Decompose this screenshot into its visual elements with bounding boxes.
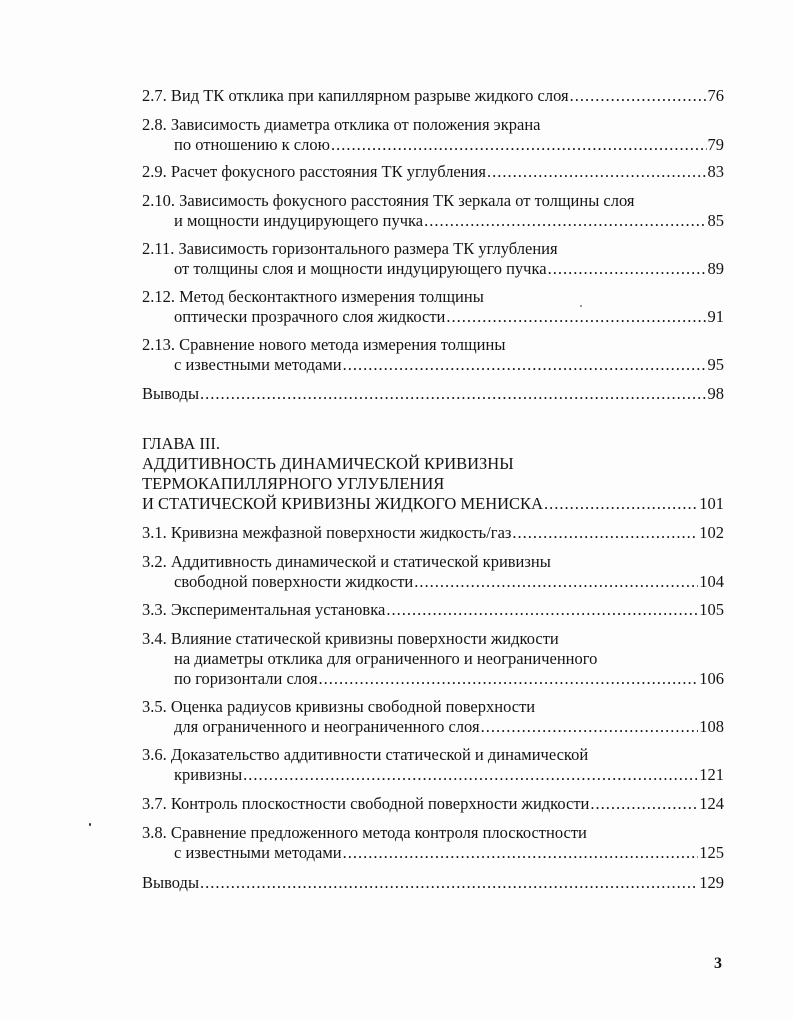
toc-entry-title: 2.13. Сравнение нового метода измерения толщины — [142, 335, 506, 354]
leader-dots — [570, 86, 707, 106]
toc-page-number: 89 — [707, 259, 724, 278]
scan-speck — [89, 823, 91, 826]
leader-dots — [548, 259, 707, 279]
toc-entry-2-9 — [142, 162, 724, 182]
leader-dots — [386, 600, 698, 620]
leader-dots — [243, 765, 698, 785]
chapter-title-line: И СТАТИЧЕСКОЙ КРИВИЗНЫ ЖИДКОГО МЕНИСКА — [142, 494, 543, 513]
toc-entry-title: 3.4. Влияние статической кривизны поверхности жидкости — [142, 629, 559, 648]
toc-page-number: 125 — [699, 843, 724, 862]
toc-entry-title: 2.8. Зависимость диаметра отклика от положения экрана — [142, 115, 541, 134]
leader-dots — [481, 717, 699, 737]
toc-entry-2-13 — [142, 335, 724, 375]
toc-entry-title: 2.9. Расчет фокусного расстояния ТК углубления — [142, 162, 486, 181]
leader-dots — [414, 572, 698, 592]
toc-page-number: 85 — [707, 211, 724, 230]
toc-entry-title: 2.11. Зависимость горизонтального размера ТК углубления — [142, 239, 558, 258]
toc-entry-title-cont: с известными методами — [174, 355, 342, 374]
toc-entry-3-7 — [142, 794, 724, 814]
toc-entry-2-10 — [142, 191, 724, 231]
leader-dots — [487, 162, 707, 182]
leader-dots — [200, 384, 706, 404]
toc-entry-2-12 — [142, 287, 724, 327]
chapter-label: ГЛАВА III. — [142, 434, 221, 453]
toc-entry-title: 3.8. Сравнение предложенного метода контроля плоскостности — [142, 823, 587, 842]
toc-page-number: 95 — [707, 355, 724, 374]
chapter-3-heading — [142, 434, 724, 514]
toc-entry-3-1 — [142, 523, 724, 543]
leader-dots — [343, 843, 699, 863]
leader-dots — [424, 211, 706, 231]
toc-entry-title: 2.12. Метод бесконтактного измерения толщины — [142, 287, 484, 306]
toc-entry-2-8 — [142, 115, 724, 155]
toc-entry-title-cont: для ограниченного и неограниченного слоя — [174, 717, 480, 736]
toc-page-number: 108 — [699, 717, 724, 736]
toc-entry-conclusions-2 — [142, 384, 724, 404]
chapter-title-line: АДДИТИВНОСТЬ ДИНАМИЧЕСКОЙ КРИВИЗНЫ — [142, 454, 514, 473]
toc-page-number: 102 — [699, 523, 724, 542]
scan-speck — [580, 305, 582, 307]
leader-dots — [200, 873, 698, 893]
toc-page-number: 121 — [699, 765, 724, 784]
toc-entry-3-4 — [142, 629, 724, 689]
toc-page-number: 98 — [707, 384, 724, 403]
toc-entry-title: 3.5. Оценка радиусов кривизны свободной поверхности — [142, 697, 536, 716]
toc-entry-3-8 — [142, 823, 724, 863]
toc-page-number: 124 — [699, 794, 724, 813]
toc-entry-title: 3.2. Аддитивность динамической и статической кривизны — [142, 552, 551, 571]
toc-entry-title-cont: и мощности индуцирующего пучка — [174, 211, 424, 230]
toc-entry-title-cont: с известными методами — [174, 843, 342, 862]
toc-entry-title: 2.7. Вид ТК отклика при капиллярном разрыве жидкого слоя — [142, 86, 569, 105]
toc-page-number: 105 — [699, 600, 724, 619]
toc-page-number: 104 — [699, 572, 724, 591]
chapter-title-line: ТЕРМОКАПИЛЛЯРНОГО УГЛУБЛЕНИЯ — [142, 474, 445, 493]
toc-page-number: 101 — [699, 494, 724, 513]
toc-page-number: 76 — [707, 86, 724, 105]
leader-dots — [590, 794, 698, 814]
toc-entry-title: 3.7. Контроль плоскостности свободной поверхности жидкости — [142, 794, 590, 813]
leader-dots — [331, 135, 707, 155]
toc-entry-title: Выводы — [142, 873, 200, 892]
toc-page-number: 106 — [699, 669, 724, 688]
toc-entry-title: Выводы — [142, 384, 200, 403]
leader-dots — [544, 494, 698, 514]
page-number: 3 — [714, 955, 722, 972]
toc-entry-title-cont: на диаметры отклика для ограниченного и неограниченного — [174, 649, 598, 668]
toc-entry-3-6 — [142, 745, 724, 785]
toc-entry-title: 3.6. Доказательство аддитивности статической и динамической — [142, 745, 589, 764]
leader-dots — [512, 523, 698, 543]
toc-entry-title-cont: оптически прозрачного слоя жидкости — [174, 307, 446, 326]
toc-page-number: 83 — [707, 162, 724, 181]
toc-entry-3-2 — [142, 552, 724, 592]
toc-page-number: 129 — [699, 873, 724, 892]
toc-entry-title-cont: по горизонтали слоя — [174, 669, 318, 688]
toc-entry-2-7 — [142, 86, 724, 106]
toc-entry-title: 3.3. Экспериментальная установка — [142, 600, 386, 619]
toc-entry-2-11 — [142, 239, 724, 279]
toc-entry-title-cont: свободной поверхности жидкости — [174, 572, 414, 591]
toc-entry-title-cont: по отношению к слою — [174, 135, 330, 154]
leader-dots — [446, 307, 706, 327]
toc-entry-title-cont: кривизны — [174, 765, 243, 784]
toc-page-number: 79 — [707, 135, 724, 154]
leader-dots — [319, 669, 699, 689]
toc-entry-3-5 — [142, 697, 724, 737]
toc-page-number: 91 — [707, 307, 724, 326]
toc-entry-title-cont: от толщины слоя и мощности индуцирующего пучка — [174, 259, 547, 278]
toc-entry-3-3 — [142, 600, 724, 620]
toc-entry-conclusions-3 — [142, 873, 724, 893]
leader-dots — [343, 355, 707, 375]
toc-entry-title: 2.10. Зависимость фокусного расстояния ТК зеркала от толщины слоя — [142, 191, 635, 210]
toc-entry-title: 3.1. Кривизна межфазной поверхности жидкость/газ — [142, 523, 512, 542]
